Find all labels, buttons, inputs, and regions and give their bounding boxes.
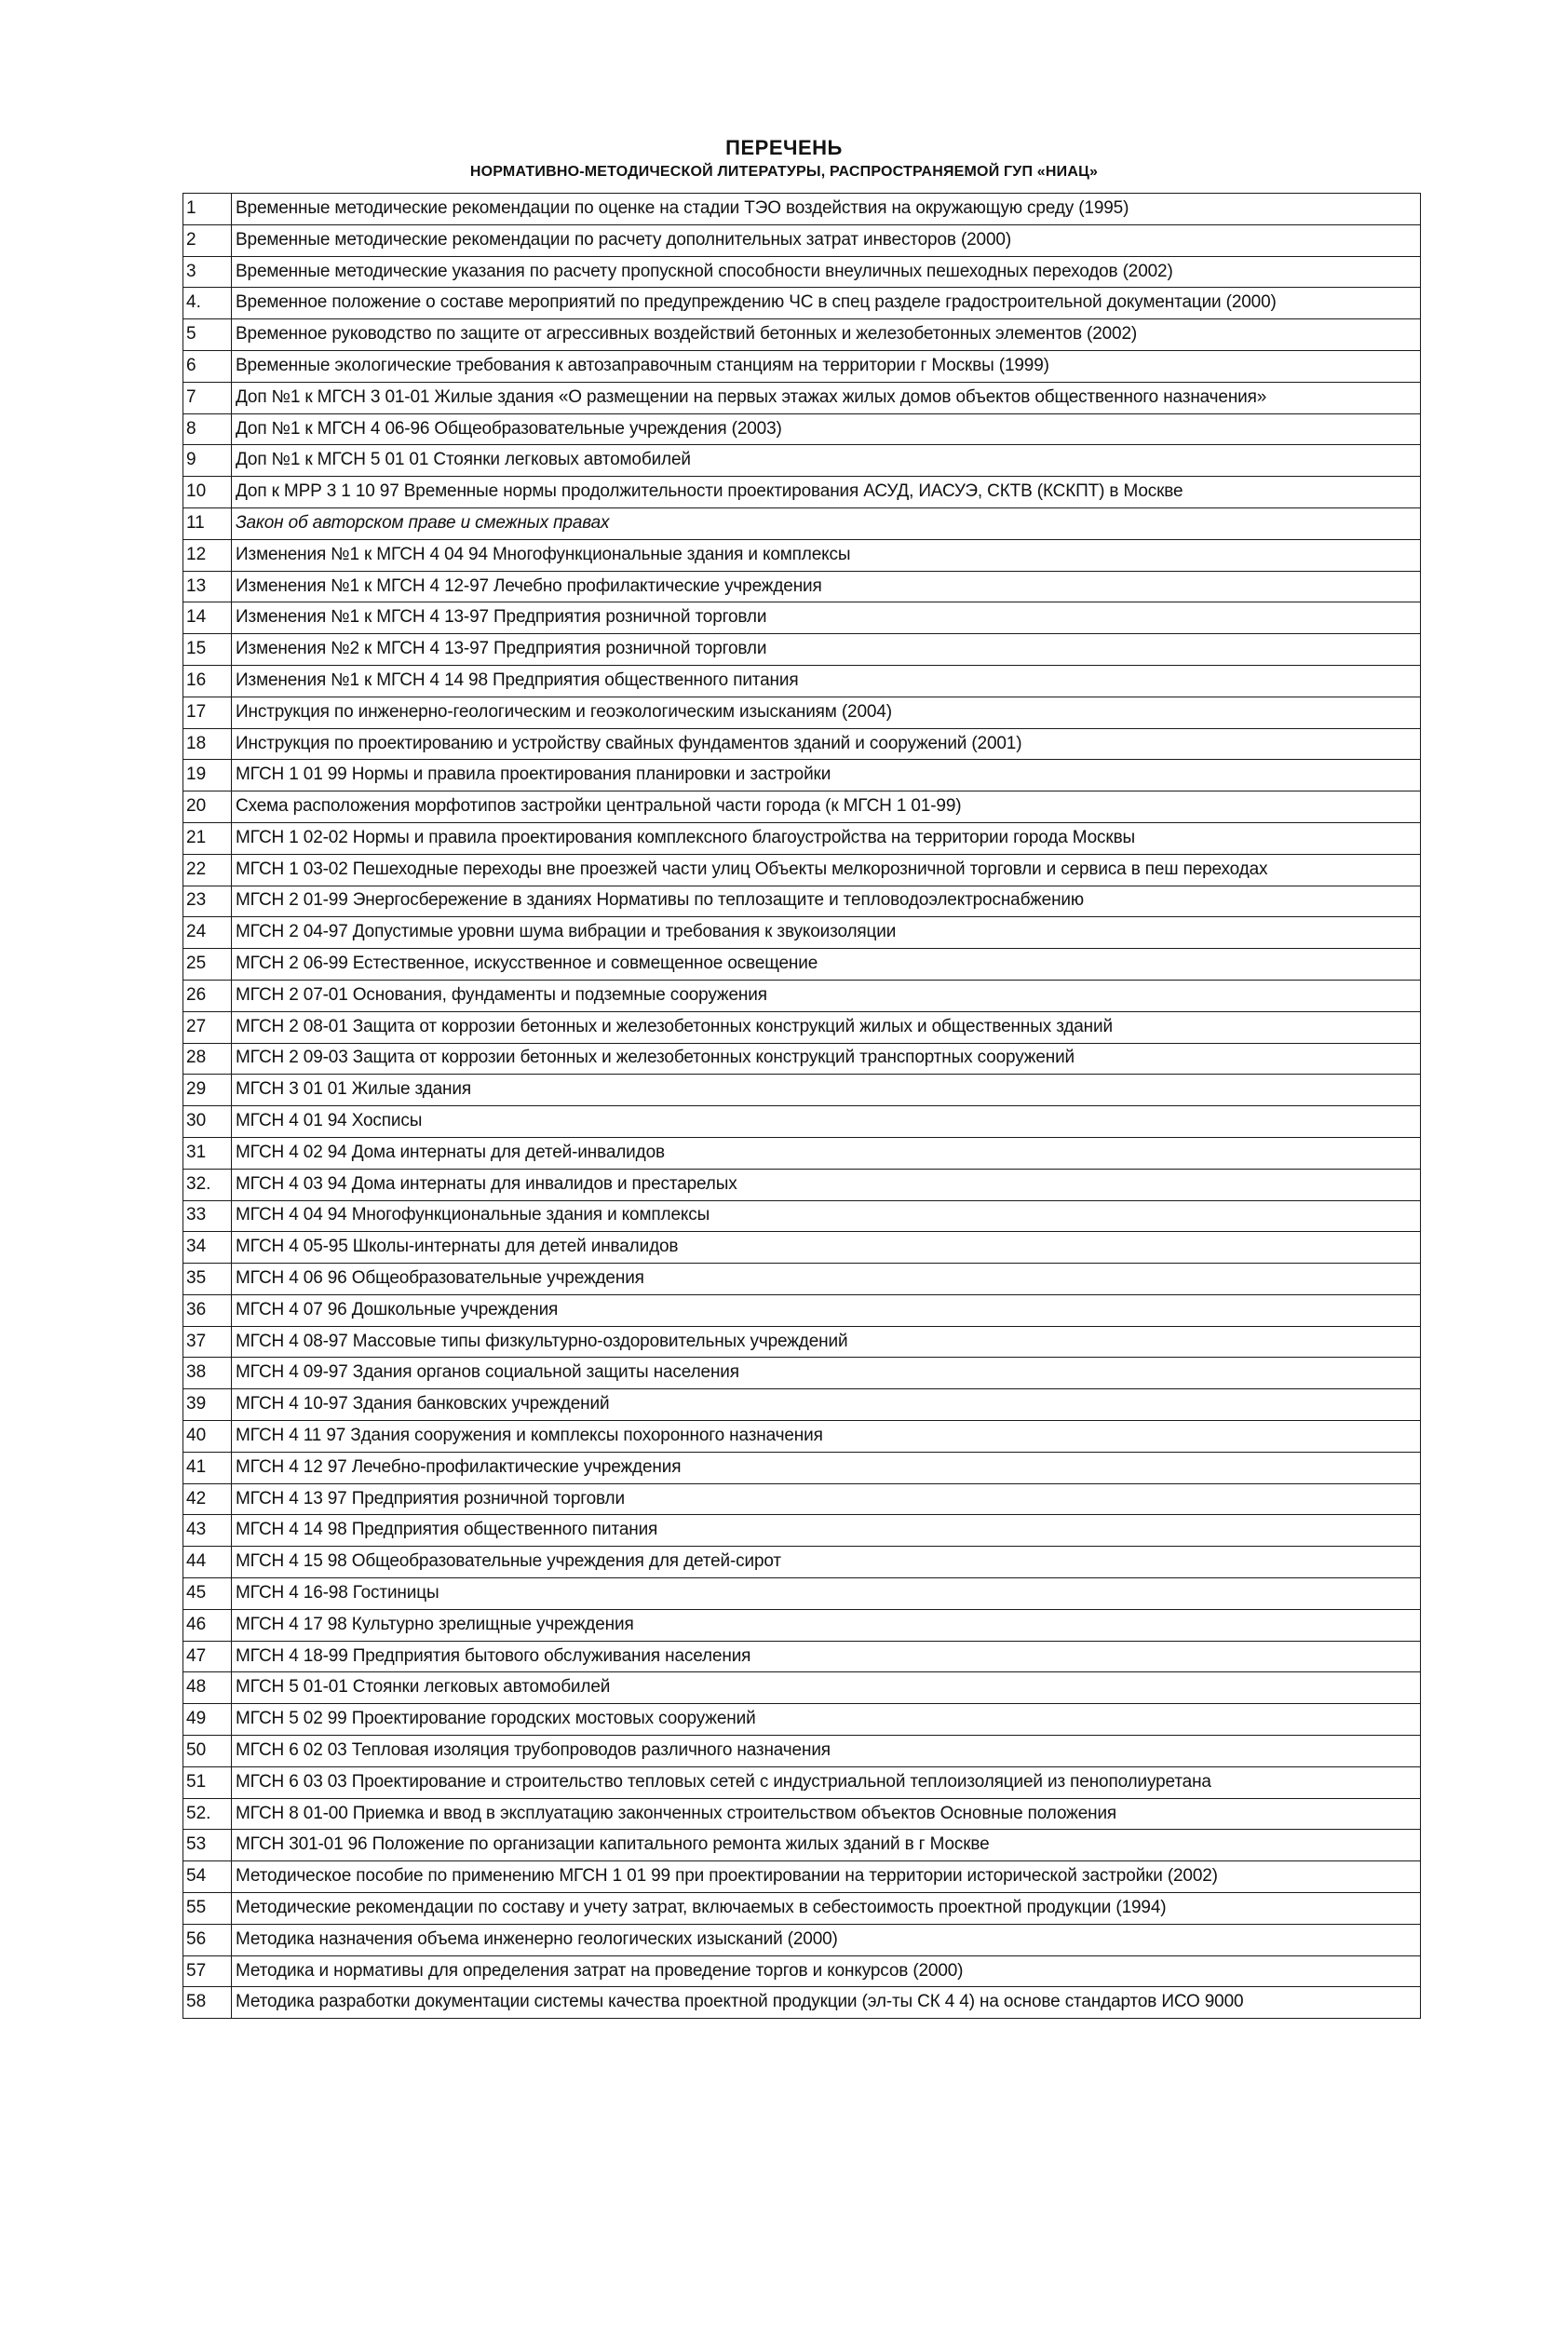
row-title: Временные методические рекомендации по оценке на стадии ТЭО воздействия на окружающую среду (1995)	[232, 194, 1421, 225]
row-number: 24	[183, 917, 232, 949]
literature-table-body	[183, 194, 1421, 2019]
row-number: 3	[183, 256, 232, 288]
row-title: МГСН 4 02 94 Дома интернаты для детей-инвалидов	[232, 1137, 1421, 1169]
row-number: 57	[183, 1955, 232, 1987]
row-title: МГСН 6 02 03 Тепловая изоляция трубопроводов различного назначения	[232, 1736, 1421, 1767]
table-row	[183, 760, 1421, 791]
table-row	[183, 224, 1421, 256]
table-row	[183, 382, 1421, 413]
row-number: 31	[183, 1137, 232, 1169]
row-title: Методика назначения объема инженерно геологических изысканий (2000)	[232, 1924, 1421, 1955]
row-number: 37	[183, 1326, 232, 1358]
literature-table	[182, 193, 1421, 2019]
row-title: Доп №1 к МГСН 5 01 01 Стоянки легковых автомобилей	[232, 445, 1421, 477]
row-title: МГСН 1 01 99 Нормы и правила проектирования планировки и застройки	[232, 760, 1421, 791]
table-row	[183, 1043, 1421, 1075]
table-row	[183, 256, 1421, 288]
row-title: Изменения №1 к МГСН 4 13-97 Предприятия розничной торговли	[232, 602, 1421, 634]
row-title: МГСН 6 03 03 Проектирование и строительство тепловых сетей с индустриальной теплоизоляцией из пенополиуретана	[232, 1766, 1421, 1798]
table-row	[183, 1264, 1421, 1295]
table-row	[183, 477, 1421, 508]
row-title: МГСН 4 06 96 Общеобразовательные учреждения	[232, 1264, 1421, 1295]
row-number: 36	[183, 1294, 232, 1326]
table-row	[183, 1609, 1421, 1641]
row-title: Временное положение о составе мероприятий по предупреждению ЧС в спец разделе градостроительной документации (2000)	[232, 288, 1421, 319]
row-number: 35	[183, 1264, 232, 1295]
row-number: 39	[183, 1389, 232, 1421]
row-title: МГСН 2 04-97 Допустимые уровни шума вибрации и требования к звукоизоляции	[232, 917, 1421, 949]
row-title: МГСН 4 13 97 Предприятия розничной торговли	[232, 1483, 1421, 1515]
row-title: МГСН 1 03-02 Пешеходные переходы вне проезжей части улиц Объекты мелкорозничной торговли и сервиса в пеш переходах	[232, 854, 1421, 886]
row-title: Временные методические указания по расчету пропускной способности внеуличных пешеходных переходов (2002)	[232, 256, 1421, 288]
table-row	[183, 1704, 1421, 1736]
page-subtitle: НОРМАТИВНО-МЕТОДИЧЕСКОЙ ЛИТЕРАТУРЫ, РАСПРОСТРАНЯЕМОЙ ГУП «НИАЦ»	[469, 164, 1099, 180]
table-row	[183, 1483, 1421, 1515]
row-title: Методическое пособие по применению МГСН 1 01 99 при проектировании на территории исторической застройки (2002)	[232, 1861, 1421, 1893]
row-number: 11	[183, 507, 232, 539]
row-number: 6	[183, 350, 232, 382]
row-title: Закон об авторском праве и смежных правах	[232, 507, 1421, 539]
row-number: 42	[183, 1483, 232, 1515]
table-row	[183, 413, 1421, 445]
row-title: Схема расположения морфотипов застройки центральной части города (к МГСН 1 01-99)	[232, 791, 1421, 823]
table-row	[183, 1861, 1421, 1893]
table-row	[183, 445, 1421, 477]
row-title: Методика и нормативы для определения затрат на проведение торгов и конкурсов (2000)	[232, 1955, 1421, 1987]
row-title: МГСН 4 17 98 Культурно зрелищные учреждения	[232, 1609, 1421, 1641]
row-number: 17	[183, 697, 232, 728]
row-number: 18	[183, 728, 232, 760]
table-row	[183, 1641, 1421, 1672]
row-number: 53	[183, 1830, 232, 1861]
row-number: 38	[183, 1358, 232, 1389]
row-number: 12	[183, 539, 232, 571]
row-number: 52.	[183, 1798, 232, 1830]
row-number: 19	[183, 760, 232, 791]
row-number: 25	[183, 949, 232, 981]
table-row	[183, 1987, 1421, 2019]
row-title: МГСН 4 09-97 Здания органов социальной защиты населения	[232, 1358, 1421, 1389]
table-row	[183, 194, 1421, 225]
row-number: 13	[183, 571, 232, 602]
row-number: 27	[183, 1011, 232, 1043]
row-number: 49	[183, 1704, 232, 1736]
row-title: Инструкция по инженерно-геологическим и геоэкологическим изысканиям (2004)	[232, 697, 1421, 728]
row-number: 43	[183, 1515, 232, 1547]
row-number: 22	[183, 854, 232, 886]
table-row	[183, 1736, 1421, 1767]
table-row	[183, 1798, 1421, 1830]
row-number: 10	[183, 477, 232, 508]
row-title: Временные экологические требования к автозаправочным станциям на территории г Москвы (1999)	[232, 350, 1421, 382]
row-title: МГСН 4 07 96 Дошкольные учреждения	[232, 1294, 1421, 1326]
row-title: МГСН 2 09-03 Защита от коррозии бетонных и железобетонных конструкций транспортных сооружений	[232, 1043, 1421, 1075]
table-row	[183, 539, 1421, 571]
table-row	[183, 1830, 1421, 1861]
page-title: ПЕРЕЧЕНЬ	[725, 136, 843, 159]
row-title: МГСН 5 01-01 Стоянки легковых автомобилей	[232, 1672, 1421, 1704]
table-row	[183, 1200, 1421, 1232]
table-row	[183, 634, 1421, 666]
row-number: 32.	[183, 1169, 232, 1200]
row-number: 54	[183, 1861, 232, 1893]
table-row	[183, 1452, 1421, 1483]
row-number: 47	[183, 1641, 232, 1672]
table-row	[183, 350, 1421, 382]
row-number: 7	[183, 382, 232, 413]
row-title: Доп №1 к МГСН 4 06-96 Общеобразовательные учреждения (2003)	[232, 413, 1421, 445]
table-row	[183, 728, 1421, 760]
row-title: МГСН 4 15 98 Общеобразовательные учреждения для детей-сирот	[232, 1547, 1421, 1578]
row-title: МГСН 3 01 01 Жилые здания	[232, 1075, 1421, 1106]
table-row	[183, 1672, 1421, 1704]
row-title: МГСН 4 14 98 Предприятия общественного питания	[232, 1515, 1421, 1547]
row-title: МГСН 2 01-99 Энергосбережение в зданиях Нормативы по теплозащите и тепловодоэлектроснабжению	[232, 886, 1421, 917]
row-title: Изменения №2 к МГСН 4 13-97 Предприятия розничной торговли	[232, 634, 1421, 666]
table-row	[183, 319, 1421, 351]
row-number: 5	[183, 319, 232, 351]
table-row	[183, 1075, 1421, 1106]
table-row	[183, 980, 1421, 1011]
row-number: 55	[183, 1893, 232, 1925]
table-row	[183, 1893, 1421, 1925]
row-number: 34	[183, 1232, 232, 1264]
row-title: Изменения №1 к МГСН 4 04 94 Многофункциональные здания и комплексы	[232, 539, 1421, 571]
table-row	[183, 665, 1421, 697]
row-number: 15	[183, 634, 232, 666]
row-title: МГСН 4 10-97 Здания банковских учреждений	[232, 1389, 1421, 1421]
row-title: МГСН 4 03 94 Дома интернаты для инвалидов и престарелых	[232, 1169, 1421, 1200]
row-number: 56	[183, 1924, 232, 1955]
row-number: 2	[183, 224, 232, 256]
row-number: 51	[183, 1766, 232, 1798]
table-row	[183, 1326, 1421, 1358]
row-number: 9	[183, 445, 232, 477]
table-row	[183, 854, 1421, 886]
row-number: 29	[183, 1075, 232, 1106]
row-number: 26	[183, 980, 232, 1011]
row-title: МГСН 2 07-01 Основания, фундаменты и подземные сооружения	[232, 980, 1421, 1011]
row-title: Временное руководство по защите от агрессивных воздействий бетонных и железобетонных элементов (2002)	[232, 319, 1421, 351]
row-number: 46	[183, 1609, 232, 1641]
table-row	[183, 697, 1421, 728]
row-number: 50	[183, 1736, 232, 1767]
row-title: МГСН 2 06-99 Естественное, искусственное и совмещенное освещение	[232, 949, 1421, 981]
row-title: МГСН 301-01 96 Положение по организации капитального ремонта жилых зданий в г Москве	[232, 1830, 1421, 1861]
table-row	[183, 1011, 1421, 1043]
row-number: 41	[183, 1452, 232, 1483]
table-row	[183, 949, 1421, 981]
row-number: 14	[183, 602, 232, 634]
table-row	[183, 571, 1421, 602]
table-row	[183, 1169, 1421, 1200]
row-number: 21	[183, 822, 232, 854]
table-row	[183, 1358, 1421, 1389]
row-number: 23	[183, 886, 232, 917]
row-title: Изменения №1 к МГСН 4 14 98 Предприятия общественного питания	[232, 665, 1421, 697]
row-title: МГСН 8 01-00 Приемка и ввод в эксплуатацию законченных строительством объектов Основные положения	[232, 1798, 1421, 1830]
row-title: МГСН 4 01 94 Хосписы	[232, 1106, 1421, 1138]
table-row	[183, 1578, 1421, 1610]
table-row	[183, 1389, 1421, 1421]
table-row	[183, 1106, 1421, 1138]
row-number: 44	[183, 1547, 232, 1578]
row-number: 28	[183, 1043, 232, 1075]
table-row	[183, 791, 1421, 823]
table-row	[183, 288, 1421, 319]
row-title: МГСН 4 04 94 Многофункциональные здания и комплексы	[232, 1200, 1421, 1232]
table-row	[183, 1421, 1421, 1453]
table-row	[183, 1547, 1421, 1578]
table-row	[183, 886, 1421, 917]
row-title: МГСН 4 18-99 Предприятия бытового обслуживания населения	[232, 1641, 1421, 1672]
row-number: 33	[183, 1200, 232, 1232]
row-number: 40	[183, 1421, 232, 1453]
row-title: МГСН 5 02 99 Проектирование городских мостовых сооружений	[232, 1704, 1421, 1736]
table-row	[183, 1137, 1421, 1169]
row-title: МГСН 4 11 97 Здания сооружения и комплексы похоронного назначения	[232, 1421, 1421, 1453]
table-row	[183, 1232, 1421, 1264]
row-title: МГСН 2 08-01 Защита от коррозии бетонных и железобетонных конструкций жилых и общественных зданий	[232, 1011, 1421, 1043]
row-title: МГСН 1 02-02 Нормы и правила проектирования комплексного благоустройства на территории города Москвы	[232, 822, 1421, 854]
row-title: Изменения №1 к МГСН 4 12-97 Лечебно профилактические учреждения	[232, 571, 1421, 602]
table-row	[183, 602, 1421, 634]
table-row	[183, 1924, 1421, 1955]
table-row	[183, 1515, 1421, 1547]
row-number: 4.	[183, 288, 232, 319]
row-number: 16	[183, 665, 232, 697]
row-number: 8	[183, 413, 232, 445]
row-title: МГСН 4 05-95 Школы-интернаты для детей инвалидов	[232, 1232, 1421, 1264]
table-row	[183, 1955, 1421, 1987]
row-title: Инструкция по проектированию и устройству свайных фундаментов зданий и сооружений (2001)	[232, 728, 1421, 760]
row-title: МГСН 4 12 97 Лечебно-профилактические учреждения	[232, 1452, 1421, 1483]
row-number: 48	[183, 1672, 232, 1704]
table-row	[183, 917, 1421, 949]
row-number: 58	[183, 1987, 232, 2019]
table-row	[183, 1294, 1421, 1326]
row-number: 30	[183, 1106, 232, 1138]
row-title: Доп к МРР 3 1 10 97 Временные нормы продолжительности проектирования АСУД, ИАСУЭ, СКТВ (КСКПТ) в Москве	[232, 477, 1421, 508]
row-number: 45	[183, 1578, 232, 1610]
row-title: МГСН 4 08-97 Массовые типы физкультурно-оздоровительных учреждений	[232, 1326, 1421, 1358]
row-title: Методика разработки документации системы качества проектной продукции (эл-ты СК 4 4) на основе стандартов ИСО 9000	[232, 1987, 1421, 2019]
table-row	[183, 1766, 1421, 1798]
row-number: 1	[183, 194, 232, 225]
row-title: Методические рекомендации по составу и учету затрат, включаемых в себестоимость проектной продукции (1994)	[232, 1893, 1421, 1925]
row-number: 20	[183, 791, 232, 823]
row-title: Доп №1 к МГСН 3 01-01 Жилые здания «О размещении на первых этажах жилых домов объектов общественного назначения»	[232, 382, 1421, 413]
table-row	[183, 822, 1421, 854]
table-row	[183, 507, 1421, 539]
row-title: МГСН 4 16-98 Гостиницы	[232, 1578, 1421, 1610]
row-title: Временные методические рекомендации по расчету дополнительных затрат инвесторов (2000)	[232, 224, 1421, 256]
